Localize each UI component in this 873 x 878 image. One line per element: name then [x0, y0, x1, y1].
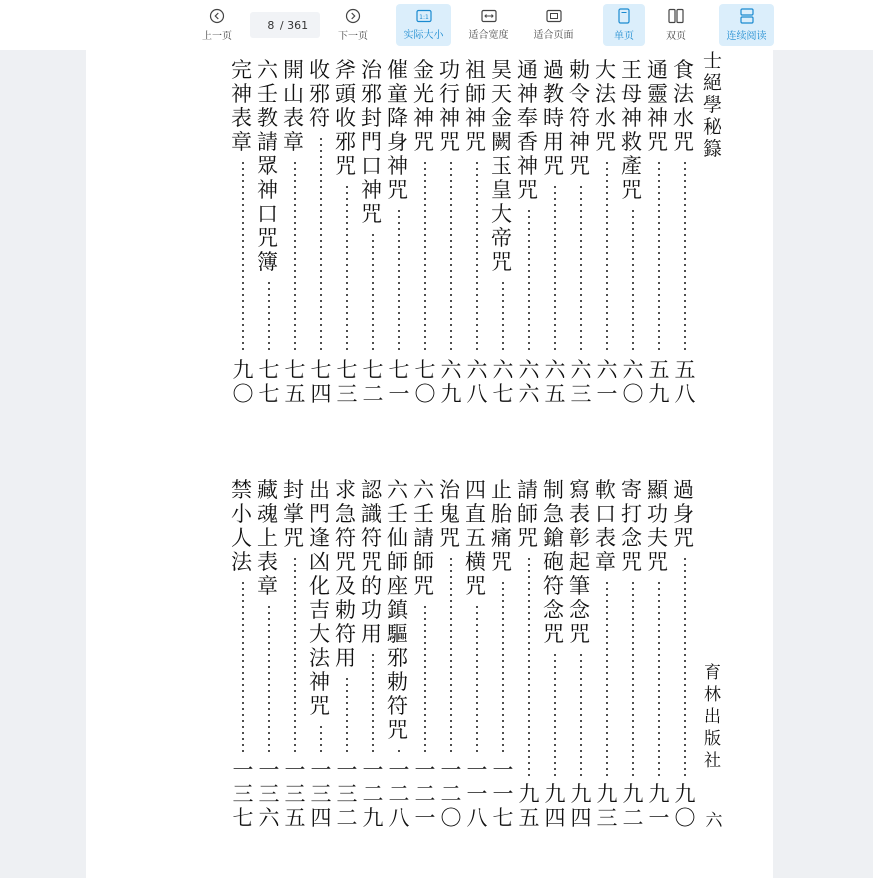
toc-entry — [283, 58, 307, 154]
toc-dot-leader — [346, 676, 348, 752]
toc-entry — [309, 58, 333, 130]
toc-entry-page: 一 三 四 — [310, 758, 332, 830]
toc-dot-leader — [294, 160, 296, 352]
toc-entry-page: 六 八 — [466, 358, 488, 406]
toc-entry-title: 治邪封門口神咒 — [361, 58, 382, 226]
toc-entry-page: 六 七 — [492, 358, 514, 406]
next-page-label: 下一页 — [338, 31, 368, 42]
toc-entry-title: 寄打念咒 — [621, 478, 642, 574]
toc-dot-leader — [398, 208, 400, 352]
single-page-icon — [617, 8, 631, 24]
toc-entry-title: 藏魂上表章 — [257, 478, 278, 598]
toc-entry — [673, 58, 697, 154]
actual-size-icon — [416, 9, 432, 23]
toc-dot-leader — [554, 652, 556, 776]
chevron-left-circle-icon — [209, 8, 225, 24]
page-number-input[interactable] — [262, 19, 280, 32]
toc-dot-leader — [242, 160, 244, 352]
toc-entry — [517, 478, 541, 550]
toc-dot-leader — [372, 652, 374, 752]
toc-dot-leader — [632, 208, 634, 352]
toc-dot-leader — [294, 556, 296, 752]
toc-dot-leader — [346, 184, 348, 352]
toc-entry-title: 顯功夫咒 — [647, 478, 668, 574]
toc-entry-title: 求急符咒及勅符用 — [335, 478, 356, 670]
double-page-label: 双页 — [666, 31, 686, 42]
toc-entry-page: 六 一 — [596, 358, 618, 406]
toc-entry-page: 九 三 — [596, 782, 618, 830]
toc-entry-page: 七 一 — [388, 358, 410, 406]
toc-entry-page: 九 一 — [648, 782, 670, 830]
fit-width-button[interactable] — [461, 4, 516, 46]
toc-entry — [413, 58, 437, 154]
toc-entry-page: 六 九 — [440, 358, 462, 406]
toc-entry-title: 昊天金闕玉皇大帝咒 — [491, 58, 512, 274]
toc-entry — [387, 478, 411, 742]
toc-entry — [595, 58, 619, 154]
continuous-reading-button[interactable] — [719, 4, 774, 46]
toc-entry-page: 九 五 — [518, 782, 540, 830]
toc-dot-leader — [684, 556, 686, 776]
document-page — [86, 50, 773, 878]
toc-entry-title: 斧頭收邪咒 — [335, 58, 356, 178]
toc-entry — [621, 478, 645, 574]
toc-entry-title: 完神表章 — [231, 58, 252, 154]
toc-entry — [569, 478, 593, 646]
toc-dot-leader — [268, 280, 270, 352]
toc-entry-title: 六壬教請眾神口咒簿 — [257, 58, 278, 274]
toc-entry-title: 勅令符神咒 — [569, 58, 590, 178]
toc-entry-page: 六 三 — [570, 358, 592, 406]
toc-entry — [309, 478, 333, 718]
toc-entry-title: 認識符咒的功用 — [361, 478, 382, 646]
toc-entry-title: 制急鎗砲符念咒 — [543, 478, 564, 646]
toc-entry-title: 寫表彰起筆念咒 — [569, 478, 590, 646]
book-title: 士絕學秘籙 — [703, 50, 723, 160]
toc-entry — [647, 58, 671, 154]
toc-entry — [491, 58, 515, 274]
single-page-button[interactable] — [603, 4, 645, 46]
toc-dot-leader — [580, 184, 582, 352]
toc-entry-page: 一 二 八 — [388, 758, 410, 830]
toc-entry-title: 過教時用咒 — [543, 58, 564, 178]
toc-dot-leader — [398, 748, 400, 752]
toc-dot-leader — [450, 160, 452, 352]
toc-entry-title: 開山表章 — [283, 58, 304, 154]
actual-size-label: 实际大小 — [403, 30, 444, 41]
toc-dot-leader — [606, 160, 608, 352]
toc-dot-leader — [684, 160, 686, 352]
toc-entry-title: 王母神救產咒 — [621, 58, 642, 202]
toc-dot-leader — [606, 580, 608, 776]
toc-entry-title: 金光神咒 — [413, 58, 434, 154]
toc-entry-page: 九 四 — [544, 782, 566, 830]
toc-entry-page: 五 八 — [674, 358, 696, 406]
toc-entry-title: 治鬼咒 — [439, 478, 460, 550]
prev-page-label: 上一页 — [202, 31, 232, 42]
toc-entry-title: 通神奉香神咒 — [517, 58, 538, 202]
actual-size-button[interactable] — [396, 4, 451, 46]
toc-dot-leader — [554, 184, 556, 352]
toc-dot-leader — [502, 580, 504, 752]
toc-entry-title: 禁小人法 — [231, 478, 252, 574]
toc-entry-title: 四直五横咒 — [465, 478, 486, 598]
toc-entry-page: 七 五 — [284, 358, 306, 406]
double-page-icon — [668, 8, 684, 24]
toc-entry-page: 一 二 一 — [414, 758, 436, 830]
toc-entry-title: 功行神咒 — [439, 58, 460, 154]
viewer-toolbar — [0, 0, 873, 50]
chevron-right-circle-icon — [345, 8, 361, 24]
toc-dot-leader — [580, 652, 582, 776]
toc-entry — [387, 58, 411, 202]
toc-entry — [517, 58, 541, 202]
toc-entry-page: 六 六 — [518, 358, 540, 406]
toc-entry-page: 七 〇 — [414, 358, 436, 406]
toc-entry-title: 過身咒 — [673, 478, 694, 550]
toc-entry — [335, 478, 359, 670]
toc-entry-title: 收邪符 — [309, 58, 330, 130]
toc-dot-leader — [242, 580, 244, 752]
toc-entry — [361, 58, 385, 226]
toc-entry-page: 一 一 八 — [466, 758, 488, 830]
toc-entry-title: 大法水咒 — [595, 58, 616, 154]
toc-dot-leader — [424, 160, 426, 352]
toc-entry — [465, 478, 489, 598]
toc-entry — [231, 58, 255, 154]
toc-entry — [673, 478, 697, 550]
toc-entry-page: 一 三 六 — [258, 758, 280, 830]
toc-entry-title: 食法水咒 — [673, 58, 694, 154]
toc-entry-page: 九 二 — [622, 782, 644, 830]
toc-dot-leader — [424, 604, 426, 752]
toc-dot-leader — [502, 280, 504, 352]
page-indicator — [250, 12, 320, 38]
toc-entry-title: 六壬請師咒 — [413, 478, 434, 598]
toc-entry-title: 催童降身神咒 — [387, 58, 408, 202]
toc-entry — [335, 58, 359, 178]
toc-dot-leader — [450, 556, 452, 752]
toc-dot-leader — [658, 580, 660, 776]
toc-entry-page: 七 二 — [362, 358, 384, 406]
toc-entry-page: 一 三 七 — [232, 758, 254, 830]
toc-dot-leader — [658, 160, 660, 352]
toc-dot-leader — [632, 580, 634, 776]
prev-page-button[interactable] — [196, 4, 238, 46]
toc-entry-page: 一 二 九 — [362, 758, 384, 830]
toc-entry-title: 請師咒 — [517, 478, 538, 550]
toc-entry — [257, 478, 281, 598]
continuous-reading-icon — [739, 8, 755, 24]
fit-width-label: 适合宽度 — [468, 30, 509, 41]
toc-entry-title: 止胎痛咒 — [491, 478, 512, 574]
toc-dot-leader — [320, 136, 322, 352]
total-pages: / 361 — [279, 18, 309, 32]
toc-entry-page: 七 三 — [336, 358, 358, 406]
toc-dot-leader — [476, 604, 478, 752]
toc-entry — [439, 478, 463, 550]
toc-entry — [543, 58, 567, 178]
toc-entry-page: 七 四 — [310, 358, 332, 406]
single-page-label: 单页 — [614, 31, 634, 42]
fit-page-button[interactable] — [526, 4, 581, 46]
toc-entry — [491, 478, 515, 574]
toc-entry — [543, 478, 567, 646]
publisher-name: 育林出版社 — [704, 663, 721, 771]
toc-entry-page: 一 三 二 — [336, 758, 358, 830]
toc-entry — [231, 478, 255, 574]
toc-dot-leader — [528, 556, 530, 776]
toc-entry-title: 出門逢凶化吉大法神咒 — [309, 478, 330, 718]
toc-entry-page: 九 〇 — [232, 358, 254, 406]
toc-entry-page: 九 四 — [570, 782, 592, 830]
toc-entry — [413, 478, 437, 598]
toc-dot-leader — [528, 208, 530, 352]
toc-entry-page: 五 九 — [648, 358, 670, 406]
toc-entry-page: 九 〇 — [674, 782, 696, 830]
toc-entry — [621, 58, 645, 202]
next-page-button[interactable] — [332, 4, 374, 46]
toc-entry-title: 祖師神咒 — [465, 58, 486, 154]
fit-page-icon — [546, 9, 562, 23]
toc-entry — [361, 478, 385, 646]
toc-entry-page: 七 七 — [258, 358, 280, 406]
fit-page-label: 适合页面 — [533, 30, 574, 41]
svg-text:1:1: 1:1 — [418, 14, 429, 21]
toc-entry-title: 封掌咒 — [283, 478, 304, 550]
toc-dot-leader — [372, 232, 374, 352]
toc-entry-title: 通靈神咒 — [647, 58, 668, 154]
toc-entry-title: 六壬仙師座鎮驅邪勅符咒 — [387, 478, 408, 742]
toc-entry-page: 六 〇 — [622, 358, 644, 406]
toc-entry-page: 六 五 — [544, 358, 566, 406]
toc-entry — [257, 58, 281, 274]
page-number: 六 — [705, 811, 723, 831]
toc-entry — [439, 58, 463, 154]
toc-entry-page: 一 三 五 — [284, 758, 306, 830]
toc-entry — [647, 478, 671, 574]
toc-dot-leader — [268, 604, 270, 752]
toc-entry — [595, 478, 619, 574]
toc-entry-page: 一 二 〇 — [440, 758, 462, 830]
toc-entry — [569, 58, 593, 178]
toc-entry-page: 一 一 七 — [492, 758, 514, 830]
continuous-reading-label: 连续阅读 — [726, 31, 767, 42]
toc-entry-title: 軟口表章 — [595, 478, 616, 574]
toc-dot-leader — [320, 724, 322, 752]
toc-entry — [465, 58, 489, 154]
toc-entry — [283, 478, 307, 550]
fit-width-icon — [481, 9, 497, 23]
toc-dot-leader — [476, 160, 478, 352]
double-page-button[interactable] — [655, 4, 697, 46]
